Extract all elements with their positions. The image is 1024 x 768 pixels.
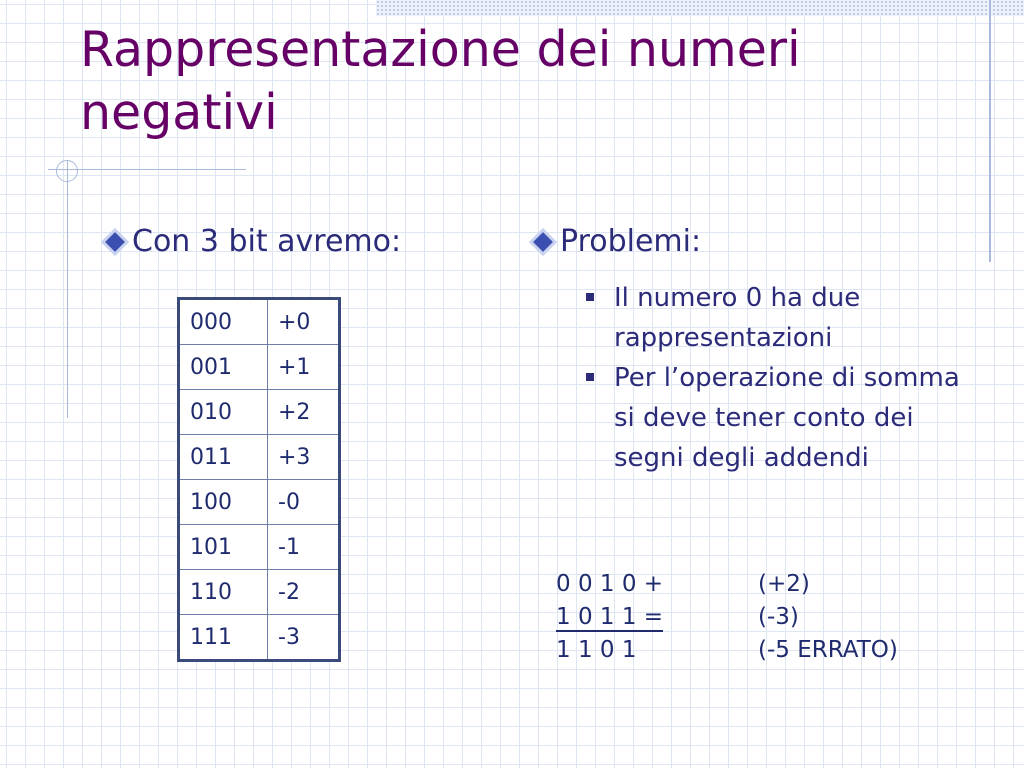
decorative-line (67, 160, 68, 418)
sum-value: (+2) (758, 571, 810, 597)
list-item-text: Per l’operazione di somma si deve tener conto dei segni degli addendi (614, 363, 960, 473)
left-bullet (108, 224, 401, 259)
table-row (179, 390, 340, 435)
table-cell: 111 (179, 615, 268, 661)
sum-operand-text: 1 0 1 1 = (556, 604, 664, 630)
table-row (179, 480, 340, 525)
table-row (179, 299, 340, 345)
table-cell: 010 (179, 390, 268, 435)
sum-result: 1 1 0 1 (556, 637, 637, 663)
decorative-line (989, 0, 991, 262)
binary-sum-example (548, 568, 958, 667)
sum-row (548, 568, 958, 601)
sum-operand (548, 601, 758, 634)
sum-row (548, 601, 958, 634)
table-cell: -0 (268, 480, 340, 525)
sum-value: (-5 ERRATO) (758, 637, 898, 663)
table-cell: -3 (268, 615, 340, 661)
list-item (586, 278, 966, 358)
table-cell: +3 (268, 435, 340, 480)
decorative-circle (56, 160, 78, 182)
table-cell: 110 (179, 570, 268, 615)
square-bullet-icon (586, 293, 594, 301)
sum-row (548, 634, 958, 667)
left-heading: Con 3 bit avremo: (132, 224, 402, 259)
decorative-pattern (376, 0, 1024, 16)
table-cell: 000 (179, 299, 268, 345)
list-item (586, 358, 966, 478)
diamond-bullet-icon (105, 232, 125, 252)
square-bullet-icon (586, 373, 594, 381)
table-cell: -2 (268, 570, 340, 615)
table-row (179, 525, 340, 570)
sum-operand: 0 0 1 0 + (556, 571, 664, 597)
problem-list (586, 278, 966, 478)
right-heading: Problemi: (560, 224, 702, 259)
right-bullet (536, 224, 701, 259)
table-row (179, 435, 340, 480)
table-cell: 011 (179, 435, 268, 480)
table-row (179, 345, 340, 390)
slide-title: Rappresentazione dei numeri negativi (80, 21, 801, 141)
list-item-text: Il numero 0 ha due rappresentazioni (614, 283, 861, 353)
table-cell: +0 (268, 299, 340, 345)
table-row (179, 570, 340, 615)
table-cell: -1 (268, 525, 340, 570)
bit-table (177, 297, 341, 662)
sum-value: (-3) (758, 604, 799, 630)
table-cell: 101 (179, 525, 268, 570)
table-cell: +2 (268, 390, 340, 435)
table-cell: 100 (179, 480, 268, 525)
table-row (179, 615, 340, 661)
table-cell: +1 (268, 345, 340, 390)
diamond-bullet-icon (533, 232, 553, 252)
table-cell: 001 (179, 345, 268, 390)
